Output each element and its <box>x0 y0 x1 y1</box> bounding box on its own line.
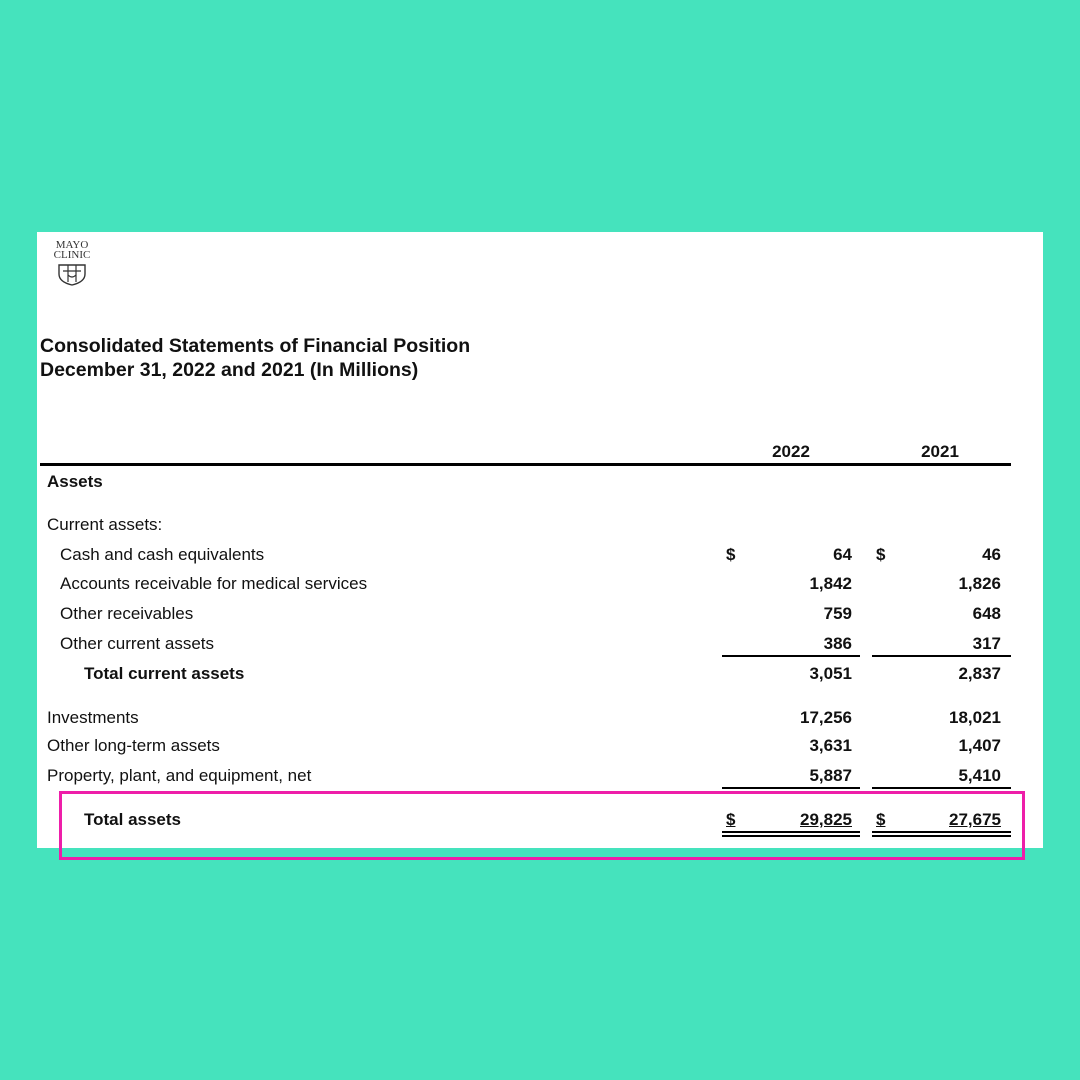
logo-text-mayo: MAYO <box>55 239 89 251</box>
row-label-other-receivables: Other receivables <box>60 604 194 623</box>
currency-symbol-total-2021: $ <box>876 810 886 829</box>
value-investments-2022: 17,256 <box>800 708 852 727</box>
value-accounts-receivable-2022: 1,842 <box>809 574 852 593</box>
row-label-total-current-assets: Total current assets <box>84 664 245 683</box>
section-current-assets: Current assets: <box>47 515 163 534</box>
currency-symbol-2021: $ <box>876 545 886 564</box>
column-header-2021: 2021 <box>921 442 959 461</box>
total-rule-2022 <box>722 787 860 789</box>
row-label-other-long-term-assets: Other long-term assets <box>47 736 220 755</box>
row-label-property-plant-equipment: Property, plant, and equipment, net <box>47 766 312 785</box>
mayo-clinic-logo <box>46 240 98 294</box>
currency-symbol-total-2022: $ <box>726 810 736 829</box>
currency-symbol-2022: $ <box>726 545 736 564</box>
total-rule-2021 <box>872 787 1011 789</box>
row-label-investments: Investments <box>47 708 139 727</box>
shield-icon <box>57 262 87 286</box>
value-other-receivables-2022: 759 <box>823 604 852 623</box>
value-total-current-assets-2021: 2,837 <box>958 664 1001 683</box>
section-assets: Assets <box>47 472 103 491</box>
logo-text-clinic: CLINIC <box>53 249 91 261</box>
value-cash-2022: 64 <box>833 545 852 564</box>
value-investments-2021: 18,021 <box>949 708 1001 727</box>
column-header-2022: 2022 <box>772 442 810 461</box>
title-line-2: December 31, 2022 and 2021 (In Millions) <box>40 359 419 381</box>
total-assets-highlight <box>59 791 1025 860</box>
value-total-current-assets-2022: 3,051 <box>809 664 852 683</box>
value-other-current-assets-2022: 386 <box>823 634 852 653</box>
value-property-plant-equipment-2021: 5,410 <box>958 766 1001 785</box>
value-accounts-receivable-2021: 1,826 <box>958 574 1001 593</box>
row-label-cash: Cash and cash equivalents <box>60 545 265 564</box>
value-other-long-term-assets-2022: 3,631 <box>809 736 852 755</box>
subtotal-rule-2022 <box>722 655 860 657</box>
value-other-long-term-assets-2021: 1,407 <box>958 736 1001 755</box>
value-other-receivables-2021: 648 <box>972 604 1001 623</box>
header-rule <box>40 463 1011 466</box>
value-cash-2021: 46 <box>982 545 1001 564</box>
value-other-current-assets-2021: 317 <box>972 634 1001 653</box>
subtotal-rule-2021 <box>872 655 1011 657</box>
row-label-other-current-assets: Other current assets <box>60 634 215 653</box>
value-total-assets-2021: 27,675 <box>949 810 1001 829</box>
statement-title <box>40 334 470 382</box>
value-property-plant-equipment-2022: 5,887 <box>809 766 852 785</box>
row-label-accounts-receivable: Accounts receivable for medical services <box>60 574 368 593</box>
value-total-assets-2022: 29,825 <box>800 810 852 829</box>
title-line-1: Consolidated Statements of Financial Position <box>40 335 471 357</box>
row-label-total-assets: Total assets <box>84 810 182 829</box>
